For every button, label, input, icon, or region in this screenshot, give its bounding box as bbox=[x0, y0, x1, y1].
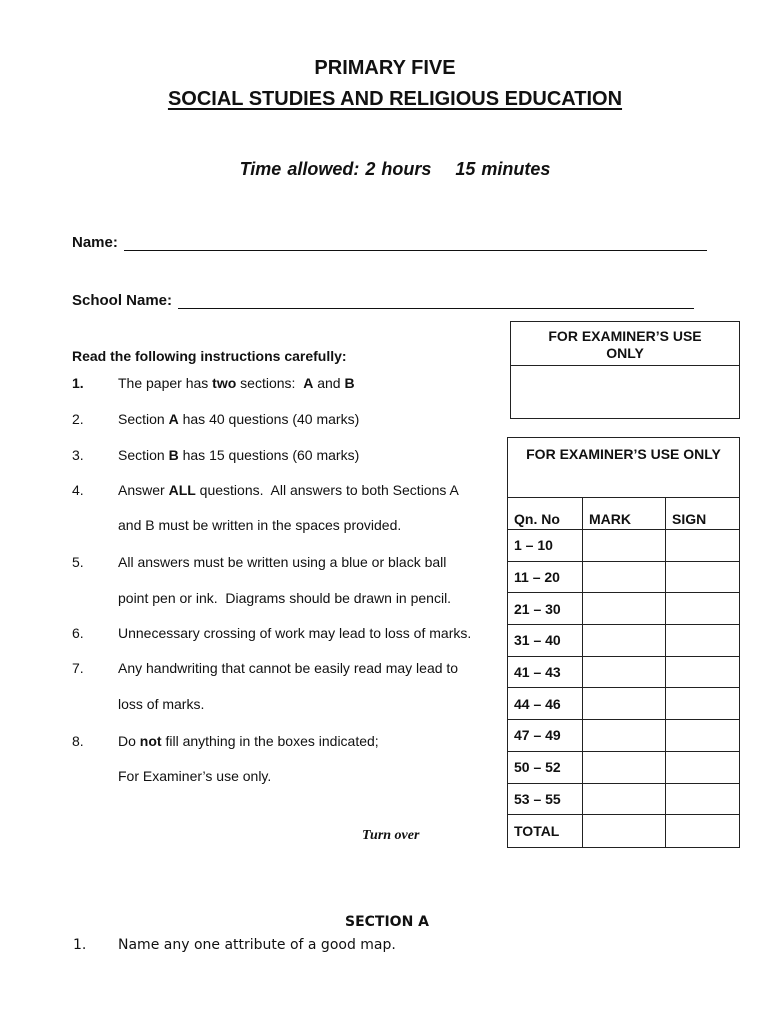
instruction-7-line1: Any handwriting that cannot be easily read may lead to bbox=[118, 660, 459, 676]
question-range: 11 – 20 bbox=[508, 562, 583, 593]
instruction-number: 4. bbox=[72, 482, 84, 498]
marks-table bbox=[507, 437, 740, 848]
name-field bbox=[72, 234, 707, 251]
table-row bbox=[508, 657, 739, 689]
question-range: 31 – 40 bbox=[508, 625, 583, 656]
table-row-total bbox=[508, 815, 739, 847]
school-name-field bbox=[72, 292, 694, 309]
mark-cell bbox=[583, 815, 666, 847]
school-name-input-line[interactable] bbox=[178, 295, 694, 309]
instruction-number: 7. bbox=[72, 660, 84, 676]
sign-cell bbox=[666, 530, 739, 561]
sign-cell bbox=[666, 815, 739, 847]
sign-cell bbox=[666, 562, 739, 593]
sign-cell bbox=[666, 688, 739, 719]
mark-cell bbox=[583, 530, 666, 561]
school-name-label: School Name: bbox=[72, 292, 173, 309]
instruction-number: 1. bbox=[72, 375, 84, 391]
mark-cell bbox=[583, 562, 666, 593]
question-range: 47 – 49 bbox=[508, 720, 583, 751]
table-row bbox=[508, 720, 739, 752]
instruction-6: Unnecessary crossing of work may lead to loss of marks. bbox=[118, 625, 472, 641]
mark-cell bbox=[583, 625, 666, 656]
instruction-4-line2: and B must be written in the spaces provided. bbox=[118, 517, 402, 533]
time-allowed: Time allowed: 2 hours 15 minutes bbox=[239, 159, 551, 179]
subject-title bbox=[0, 88, 770, 111]
turn-over-note: Turn over bbox=[362, 828, 420, 843]
instruction-5-line1: All answers must be written using a blue or black ball bbox=[118, 554, 447, 570]
question-range: 50 – 52 bbox=[508, 752, 583, 783]
instruction-4-line1: Answer ALL questions. All answers to both Sections A bbox=[118, 482, 459, 498]
column-header: Qn. No bbox=[508, 498, 583, 529]
instruction-number: 5. bbox=[72, 554, 84, 570]
name-input-line[interactable] bbox=[124, 237, 707, 251]
marks-table-header-row bbox=[508, 498, 739, 530]
question-text: Name any one attribute of a good map. bbox=[118, 937, 396, 953]
table-row bbox=[508, 593, 739, 625]
sign-cell bbox=[666, 657, 739, 688]
table-row bbox=[508, 625, 739, 657]
column-header: MARK bbox=[583, 498, 666, 529]
table-row bbox=[508, 530, 739, 562]
question-range: 44 – 46 bbox=[508, 688, 583, 719]
instruction-number: 6. bbox=[72, 625, 84, 641]
instruction-8-line2: For Examiner’s use only. bbox=[118, 768, 272, 784]
sign-cell bbox=[666, 720, 739, 751]
examiner-box-heading: FOR EXAMINER’S USE ONLY bbox=[511, 322, 739, 366]
question-range: 21 – 30 bbox=[508, 593, 583, 624]
mark-cell bbox=[583, 593, 666, 624]
instruction-7-line2: loss of marks. bbox=[118, 696, 205, 712]
sign-cell bbox=[666, 593, 739, 624]
instruction-3: Section B has 15 questions (60 marks) bbox=[118, 447, 360, 463]
table-row bbox=[508, 784, 739, 816]
subject-title-text: SOCIAL STUDIES AND RELIGIOUS EDUCATION bbox=[167, 88, 623, 110]
instruction-5-line2: point pen or ink. Diagrams should be drawn in pencil. bbox=[118, 590, 452, 606]
instruction-1: The paper has two sections: A and B bbox=[118, 375, 355, 391]
instruction-number: 2. bbox=[72, 411, 84, 427]
name-label: Name: bbox=[72, 234, 118, 251]
instruction-8-line1: Do not fill anything in the boxes indicated; bbox=[118, 733, 379, 749]
mark-cell bbox=[583, 657, 666, 688]
question-range: 41 – 43 bbox=[508, 657, 583, 688]
sign-cell bbox=[666, 784, 739, 815]
table-row bbox=[508, 752, 739, 784]
instruction-number: 3. bbox=[72, 447, 84, 463]
table-row bbox=[508, 562, 739, 594]
table-row bbox=[508, 688, 739, 720]
question-number: 1. bbox=[73, 937, 87, 953]
section-a-heading: SECTION A bbox=[344, 914, 429, 930]
instruction-number: 8. bbox=[72, 733, 84, 749]
mark-cell bbox=[583, 720, 666, 751]
mark-cell bbox=[583, 752, 666, 783]
column-header: SIGN bbox=[672, 511, 707, 527]
marks-table-heading: FOR EXAMINER’S USE ONLY bbox=[508, 438, 739, 498]
mark-cell bbox=[583, 688, 666, 719]
instruction-2: Section A has 40 questions (40 marks) bbox=[118, 411, 360, 427]
sign-cell bbox=[666, 752, 739, 783]
examiner-use-box bbox=[510, 321, 740, 419]
instructions-heading: Read the following instructions carefully: bbox=[72, 348, 347, 364]
total-label: TOTAL bbox=[508, 815, 583, 847]
question-range: 1 – 10 bbox=[508, 530, 583, 561]
mark-cell bbox=[583, 784, 666, 815]
page-title: PRIMARY FIVE bbox=[314, 57, 456, 79]
question-range: 53 – 55 bbox=[508, 784, 583, 815]
sign-cell bbox=[666, 625, 739, 656]
